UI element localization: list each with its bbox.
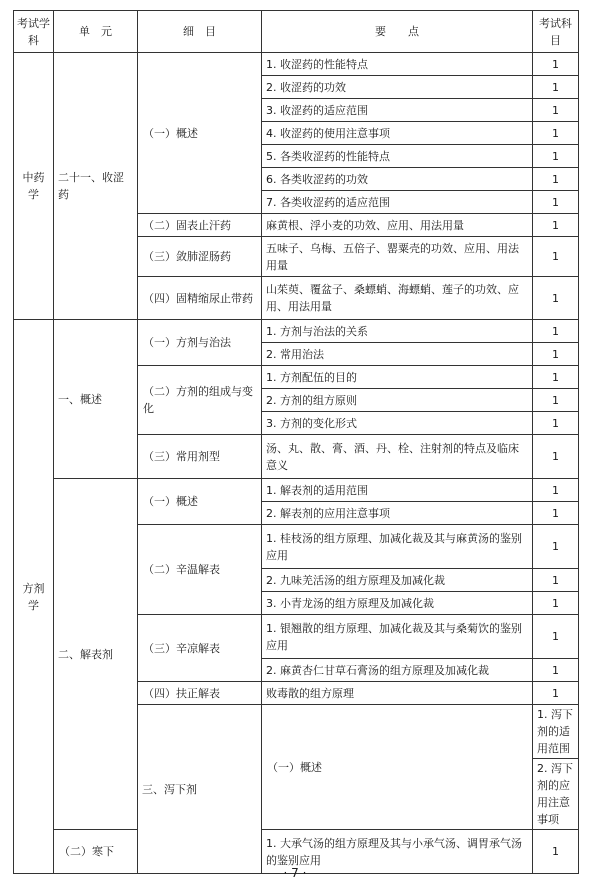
level-cell: 1 <box>533 168 579 191</box>
header-unit: 单 元 <box>54 11 138 53</box>
point-cell: 败毒散的组方原理 <box>262 682 533 705</box>
point-cell: 1. 泻下剂的适用范围 <box>533 705 579 759</box>
header-row <box>14 11 579 53</box>
point-cell: 2. 常用治法 <box>262 343 533 366</box>
subject-cell: 中药学 <box>14 53 54 320</box>
point-cell: 3. 方剂的变化形式 <box>262 412 533 435</box>
unit-cell: 二、解表剂 <box>54 479 138 830</box>
point-cell: 2. 方剂的组方原则 <box>262 389 533 412</box>
point-cell: 1. 解表剂的适用范围 <box>262 479 533 502</box>
point-cell: 山茱萸、覆盆子、桑螵蛸、海螵蛸、莲子的功效、应用、用法用量 <box>262 277 533 320</box>
level-cell: 1 <box>533 122 579 145</box>
header-level: 考试科目 <box>533 11 579 53</box>
item-cell: （一）概述 <box>138 479 262 525</box>
level-cell: 1 <box>533 145 579 168</box>
point-cell: 7. 各类收涩药的适应范围 <box>262 191 533 214</box>
item-cell: （二）寒下 <box>54 830 138 874</box>
level-cell: 1 <box>533 320 579 343</box>
level-cell: 1 <box>533 277 579 320</box>
header-point: 要 点 <box>262 11 533 53</box>
level-cell: 1 <box>533 830 579 874</box>
point-cell: 1. 大承气汤的组方原理及其与小承气汤、调胃承气汤的鉴别应用 <box>262 830 533 874</box>
level-cell: 1 <box>533 76 579 99</box>
point-cell: 2. 解表剂的应用注意事项 <box>262 502 533 525</box>
point-cell: 3. 收涩药的适应范围 <box>262 99 533 122</box>
item-cell: （二）方剂的组成与变化 <box>138 366 262 435</box>
unit-cell: 三、泻下剂 <box>138 705 262 874</box>
point-cell: 汤、丸、散、膏、酒、丹、栓、注射剂的特点及临床意义 <box>262 435 533 479</box>
level-cell: 1 <box>533 191 579 214</box>
level-cell: 1 <box>533 366 579 389</box>
point-cell: 1. 方剂与治法的关系 <box>262 320 533 343</box>
item-cell: （一）概述 <box>262 705 533 830</box>
item-cell: （二）辛温解表 <box>138 525 262 615</box>
item-cell: （一）概述 <box>138 53 262 214</box>
point-cell: 6. 各类收涩药的功效 <box>262 168 533 191</box>
table-row <box>14 479 579 502</box>
point-cell: 2. 九味羌活汤的组方原理及加减化裁 <box>262 569 533 592</box>
level-cell: 1 <box>533 615 579 659</box>
syllabus-table <box>13 10 579 874</box>
point-cell: 4. 收涩药的使用注意事项 <box>262 122 533 145</box>
level-cell: 1 <box>533 502 579 525</box>
level-cell: 1 <box>533 569 579 592</box>
unit-cell: 二十一、收涩药 <box>54 53 138 320</box>
unit-cell: 一、概述 <box>54 320 138 479</box>
item-cell: （一）方剂与治法 <box>138 320 262 366</box>
item-cell: （三）常用剂型 <box>138 435 262 479</box>
level-cell: 1 <box>533 53 579 76</box>
point-cell: 5. 各类收涩药的性能特点 <box>262 145 533 168</box>
point-cell: 1. 桂枝汤的组方原理、加减化裁及其与麻黄汤的鉴别应用 <box>262 525 533 569</box>
level-cell: 1 <box>533 479 579 502</box>
point-cell: 2. 麻黄杏仁甘草石膏汤的组方原理及加减化裁 <box>262 659 533 682</box>
point-cell: 1. 银翘散的组方原理、加减化裁及其与桑菊饮的鉴别应用 <box>262 615 533 659</box>
level-cell: 1 <box>533 343 579 366</box>
level-cell: 1 <box>533 592 579 615</box>
level-cell: 1 <box>533 525 579 569</box>
header-item: 细 目 <box>138 11 262 53</box>
level-cell: 1 <box>533 389 579 412</box>
point-cell: 3. 小青龙汤的组方原理及加减化裁 <box>262 592 533 615</box>
level-cell: 1 <box>533 682 579 705</box>
level-cell: 1 <box>533 435 579 479</box>
item-cell: （二）固表止汗药 <box>138 214 262 237</box>
table-row <box>14 53 579 76</box>
level-cell: 1 <box>533 214 579 237</box>
level-cell: 1 <box>533 412 579 435</box>
subject-cell: 方剂学 <box>14 320 54 874</box>
item-cell: （四）扶正解表 <box>138 682 262 705</box>
level-cell: 1 <box>533 237 579 277</box>
point-cell: 2. 泻下剂的应用注意事项 <box>533 759 579 830</box>
item-cell: （四）固精缩尿止带药 <box>138 277 262 320</box>
level-cell: 1 <box>533 99 579 122</box>
point-cell: 1. 收涩药的性能特点 <box>262 53 533 76</box>
item-cell: （三）辛凉解表 <box>138 615 262 682</box>
point-cell: 1. 方剂配伍的目的 <box>262 366 533 389</box>
point-cell: 五味子、乌梅、五倍子、罂粟壳的功效、应用、用法用量 <box>262 237 533 277</box>
table-row <box>14 320 579 343</box>
page-number: · 7 · <box>283 866 307 880</box>
point-cell: 2. 收涩药的功效 <box>262 76 533 99</box>
header-subject: 考试学科 <box>14 11 54 53</box>
level-cell: 1 <box>533 659 579 682</box>
item-cell: （三）敛肺涩肠药 <box>138 237 262 277</box>
point-cell: 麻黄根、浮小麦的功效、应用、用法用量 <box>262 214 533 237</box>
